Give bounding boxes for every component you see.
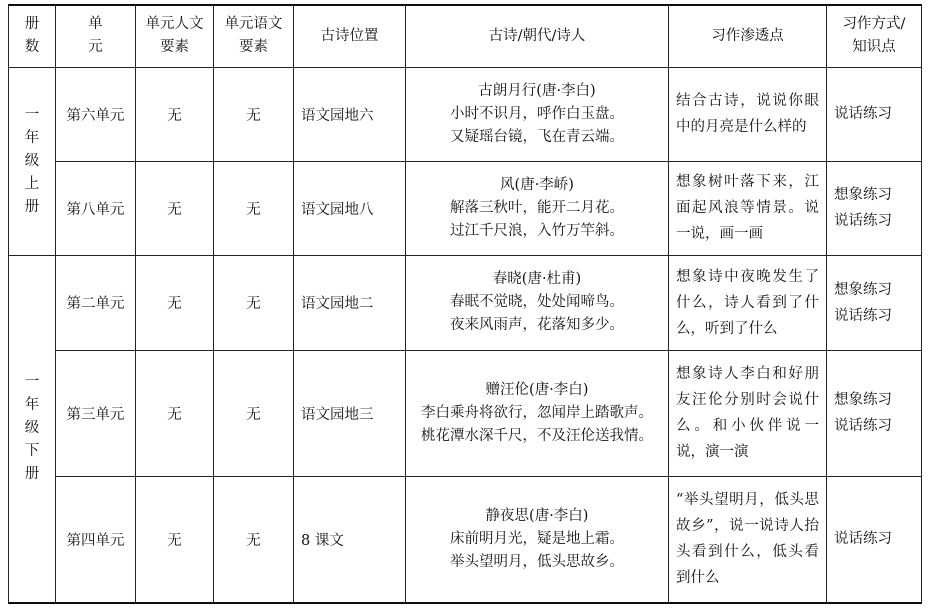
location-cell: 8 课文: [294, 476, 406, 603]
poem-cell: [406, 67, 669, 161]
practice-cell: “举头望明月，低头思故乡”，说一说诗人抬头看到什么，低头看到什么: [669, 476, 827, 603]
method-cell: 想象练习 说话练习: [827, 350, 922, 476]
humanities-cell: 无: [136, 350, 214, 476]
poem-title: 赠汪伦(唐·李白): [485, 381, 589, 398]
poem-line: 春眠不觉晓，处处闻啼鸟。: [450, 294, 624, 310]
location-cell: 语文园地三: [294, 350, 406, 476]
poem-line: 桃花潭水深千尺，不及汪伦送我情。: [421, 427, 653, 444]
header-poem-location: 古诗位置: [294, 5, 406, 67]
poem-line: 又疑瑶台镜，飞在青云端。: [450, 128, 624, 145]
header-row: [9, 5, 922, 67]
poem-cell: [406, 161, 669, 255]
poem-title: 静夜思(唐·李白): [485, 507, 589, 524]
poem-line: 床前明月光，疑是地上霜。: [450, 530, 624, 547]
table-row: [9, 67, 922, 161]
practice-cell: 想象诗中夜晚发生了什么，诗人看到了什么，听到了什么: [669, 255, 827, 350]
poetry-writing-table: [8, 4, 922, 604]
unit-cell: 第八单元: [56, 161, 136, 255]
language-cell: 无: [214, 255, 294, 350]
poem-cell: [406, 350, 669, 476]
unit-cell: 第六单元: [56, 67, 136, 161]
humanities-cell: 无: [136, 476, 214, 603]
humanities-cell: 无: [136, 255, 214, 350]
poem-title: 古朗月行(唐·李白): [478, 82, 596, 99]
volume-label-upper: 一 年 级 上 册: [9, 67, 56, 255]
volume-label-lower: 一 年 级 下 册: [9, 255, 56, 603]
table-row: [9, 350, 922, 476]
method-cell: 想象练习 说话练习: [827, 255, 922, 350]
poem-cell: [406, 255, 669, 350]
poem-line: 小时不识月，呼作白玉盘。: [450, 105, 624, 122]
unit-cell: 第二单元: [56, 255, 136, 350]
method-cell: 想象练习 说话练习: [827, 161, 922, 255]
table-row: [9, 476, 922, 603]
unit-cell: 第四单元: [56, 476, 136, 603]
language-cell: 无: [214, 67, 294, 161]
poem-title: 春晓(唐·杜甫): [492, 271, 582, 287]
poem-line: 解落三秋叶，能开二月花。: [450, 199, 624, 216]
header-book: 册 数: [9, 5, 56, 67]
header-language: 单元语文 要素: [214, 5, 294, 67]
method-cell: 说话练习: [827, 476, 922, 603]
language-cell: 无: [214, 476, 294, 603]
method-cell: 说话练习: [827, 67, 922, 161]
header-writing-point: 习作渗透点: [669, 5, 827, 67]
practice-cell: 想象诗人李白和好朋友汪伦分别时会说什么。和小伙伴说一说，演一演: [669, 350, 827, 476]
poem-line: 过江千尺浪，入竹万竿斜。: [450, 222, 624, 239]
practice-cell: 想象树叶落下来，江面起风浪等情景。说一说，画一画: [669, 161, 827, 255]
language-cell: 无: [214, 350, 294, 476]
language-cell: 无: [214, 161, 294, 255]
header-poem-dynasty-poet: 古诗/朝代/诗人: [406, 5, 669, 67]
poem-line: 李白乘舟将欲行，忽闻岸上踏歌声。: [421, 404, 653, 421]
humanities-cell: 无: [136, 161, 214, 255]
poem-title: 风(唐·李峤): [500, 176, 574, 193]
humanities-cell: 无: [136, 67, 214, 161]
header-unit: 单 元: [56, 5, 136, 67]
table-row: [9, 161, 922, 255]
table-row: [9, 255, 922, 350]
header-humanities: 单元人文 要素: [136, 5, 214, 67]
practice-cell: 结合古诗，说说你眼中的月亮是什么样的: [669, 67, 827, 161]
location-cell: 语文园地二: [294, 255, 406, 350]
poem-line: 夜来风雨声，花落知多少。: [450, 317, 624, 333]
location-cell: 语文园地六: [294, 67, 406, 161]
poem-line: 举头望明月，低头思故乡。: [450, 553, 624, 570]
poem-cell: [406, 476, 669, 603]
location-cell: 语文园地八: [294, 161, 406, 255]
unit-cell: 第三单元: [56, 350, 136, 476]
header-method: 习作方式/ 知识点: [827, 5, 922, 67]
